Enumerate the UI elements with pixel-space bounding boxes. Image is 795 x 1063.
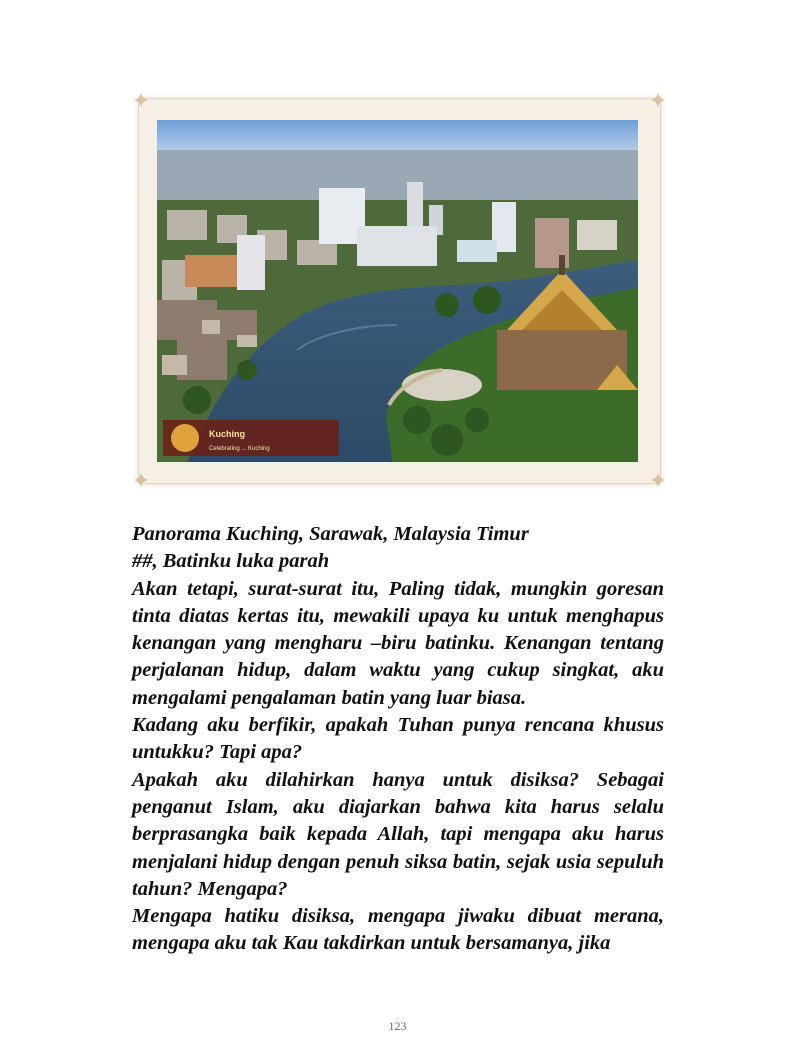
paragraph: Apakah aku dilahirkan hanya untuk disiksa? Sebagai penganut Islam, aku diajarkan bahwa kita harus selalu berprasangka baik kepada Allah, tapi mengapa aku harus menjalani hidup dengan penuh siksa batin, sejak usia sepuluh tahun? Mengapa? <box>132 768 664 900</box>
photo-caption: Panorama Kuching, Sarawak, Malaysia Timur <box>132 523 529 545</box>
section-heading: ##, Batinku luka parah <box>132 550 330 573</box>
frame-corner-ornament: ✦ <box>131 88 151 113</box>
kuching-panorama-photo <box>157 120 638 462</box>
body-text <box>132 521 664 958</box>
paragraph: Mengapa hatiku disiksa, mengapa jiwaku dibuat merana, mengapa aku tak Kau takdirkan untuk bersamanya, jika <box>132 905 664 955</box>
logo-subtext: Celebrating ... Kuching <box>209 446 270 452</box>
paragraph: Akan tetapi, surat-surat itu, Paling tidak, mungkin goresan tinta diatas kertas itu, mewakili upaya ku untuk menghapus kenangan yang mengharu –biru batinku. Kenangan tentang perjalanan hidup, dalam waktu yang cukup singkat, aku mengalami pengalaman batin yang luar biasa. <box>132 577 664 709</box>
frame-corner-ornament: ✦ <box>648 468 668 493</box>
frame-corner-ornament: ✦ <box>648 88 668 113</box>
frame-corner-ornament: ✦ <box>131 468 151 493</box>
logo-emblem <box>171 424 199 452</box>
logo-text: Kuching <box>209 429 245 439</box>
paragraph: Kadang aku berfikir, apakah Tuhan punya rencana khusus untukku? Tapi apa? <box>132 714 664 764</box>
page-number: 123 <box>388 1019 407 1033</box>
